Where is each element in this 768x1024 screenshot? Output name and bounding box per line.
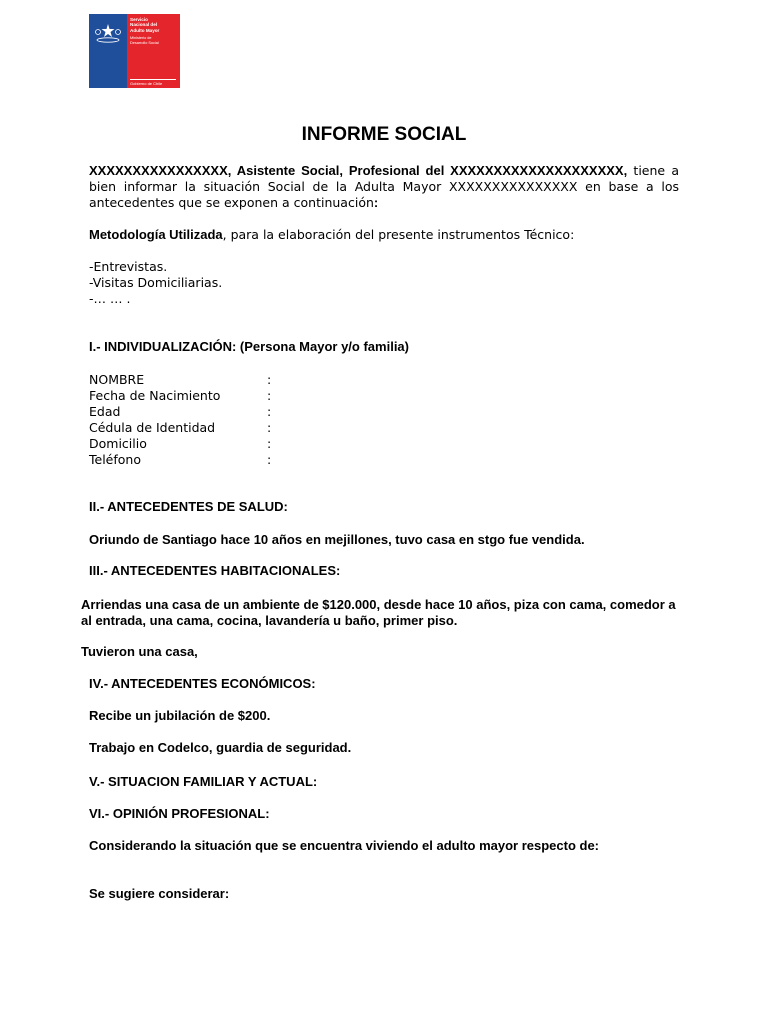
field-row: NOMBRE : [89,372,272,387]
senama-logo [89,14,180,88]
section-heading-habitacionales: III.- ANTECEDENTES HABITACIONALES: [89,563,341,578]
intro-text: tiene a bien informar la situación Social de la Adulta Mayor XXXXXXXXXXXXXXX en base a los antecedentes que se exponen a continuación [89,163,679,210]
logo-red-band [127,14,180,88]
logo-org-name: Servicio Nacional del Adulto Mayor [130,17,160,33]
section-heading-individualizacion: I.- INDIVIDUALIZACIÓN: (Persona Mayor y/o familia) [89,339,409,354]
intro-colon: : [373,195,379,210]
salud-text: Oriundo de Santiago hace 10 años en mejillones, tuvo casa en stgo fue vendida. [89,532,585,547]
intro-paragraph [89,163,679,211]
section-heading-economicos: IV.- ANTECEDENTES ECONÓMICOS: [89,676,316,691]
opinion-text-1: Considerando la situación que se encuentra viviendo el adulto mayor respecto de: [89,838,600,853]
document-title: INFORME SOCIAL [301,124,467,145]
methodology-text: , para la elaboración del presente instrumentos Técnico: [222,227,575,242]
field-label: Edad [89,404,121,419]
field-row: Cédula de Identidad : [89,420,272,435]
field-row: Teléfono : [89,452,272,467]
methodology-list [89,259,222,307]
field-label: Domicilio [89,436,147,451]
methodology-item: -Entrevistas. [89,259,168,274]
logo-government: Gobierno de Chile [130,79,176,86]
section-heading-salud: II.- ANTECEDENTES DE SALUD: [89,499,288,514]
methodology-item: -Visitas Domiciliarias. [89,275,223,290]
section-heading-familiar: V.- SITUACION FAMILIAR Y ACTUAL: [89,774,318,789]
identity-fields [89,372,277,468]
field-label: NOMBRE [89,372,145,387]
field-row: Edad : [89,404,272,419]
field-label: Fecha de Nacimiento [89,388,221,403]
section-heading-opinion: VI.- OPINIÓN PROFESIONAL: [89,806,270,821]
field-row: Domicilio : [89,436,272,451]
methodology-item: -… … . [89,291,131,306]
methodology-label: Metodología Utilizada [89,227,223,242]
methodology-line [89,227,574,243]
economicos-text-1: Recibe un jubilación de $200. [89,708,271,723]
opinion-text-2: Se sugiere considerar: [89,886,230,901]
logo-ministry: Ministerio de Desarrollo Social [130,36,159,45]
economicos-text-2: Trabajo en Codelco, guardia de seguridad. [89,740,352,755]
field-label: Teléfono [89,452,141,467]
coat-of-arms-icon [89,14,127,52]
habitacionales-text: Arriendas una casa de un ambiente de $120.000, desde hace 10 años, piza con cama, comedor a al entrada, una cama, cocina, lavandería u baño, primer piso. [81,597,676,628]
field-label: Cédula de Identidad [89,420,216,435]
logo-blue-band [89,14,127,88]
habitacionales-text-2: Tuvieron una casa, [81,644,198,659]
intro-author: XXXXXXXXXXXXXXXX, Asistente Social, Profesional del XXXXXXXXXXXXXXXXXXXX, [89,163,628,178]
field-row: Fecha de Nacimiento : [89,388,272,403]
